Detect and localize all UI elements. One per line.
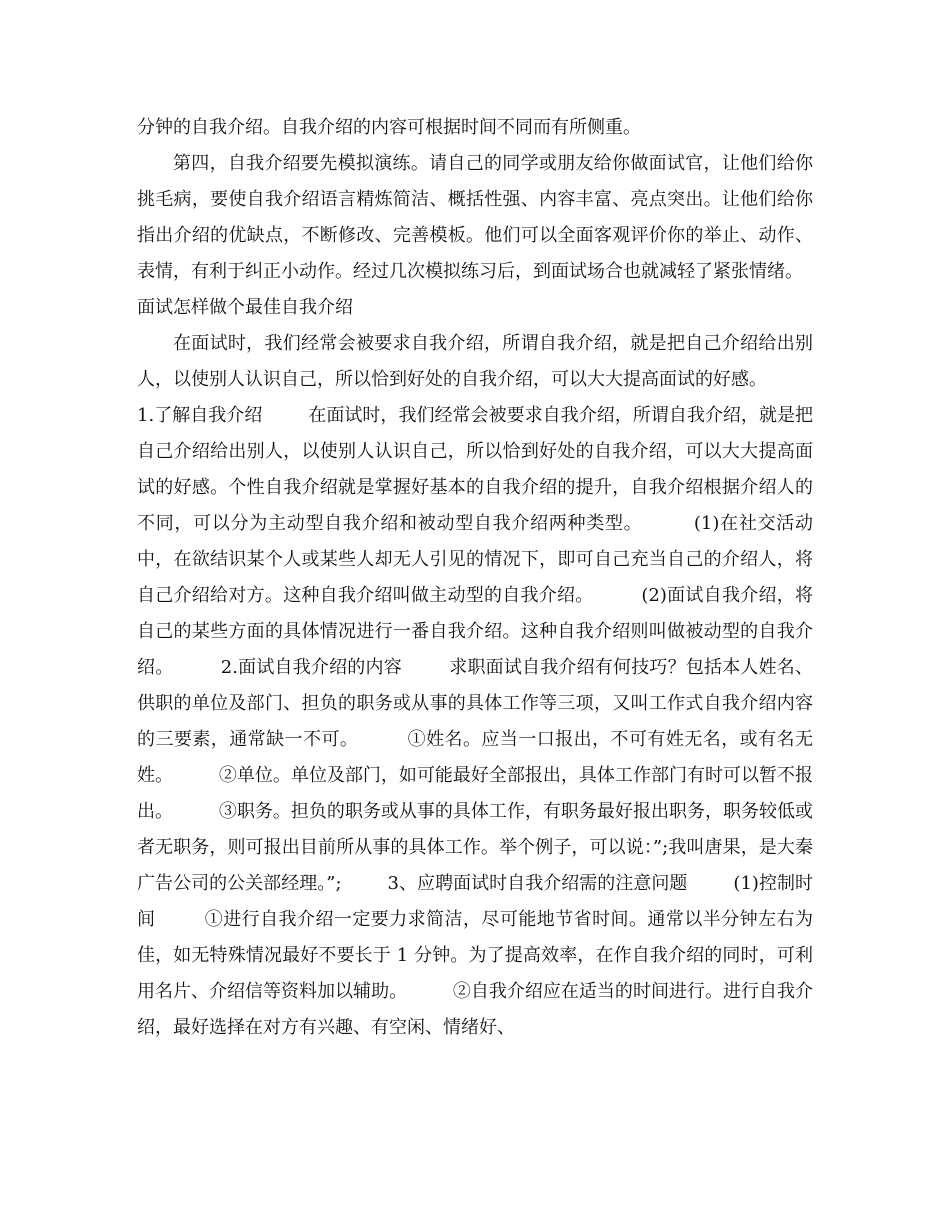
document-body bbox=[137, 110, 825, 1046]
paragraph-intro: 在面试时，我们经常会被要求自我介绍，所谓自我介绍，就是把自己介绍给出别人，以使别人认识自己，所以恰到好处的自我介绍，可以大大提高面试的好感。 bbox=[137, 333, 813, 390]
paragraph-details: 1.了解自我介绍 在面试时，我们经常会被要求自我介绍，所谓自我介绍，就是把自己介绍给出别人，以使别人认识自己，所以恰到好处的自我介绍，可以大大提高面试的好感。个性自我介绍就是掌握好基本的自我介绍的提升，自我介绍根据介绍人的不同，可以分为主动型自我介绍和被动型自我介绍两种类型。 (1)在社交活动中，在欲结识某个人或某些人却无人引见的情况下，即可自己充当自己的介绍人，将自己介绍给对方。这种自我介绍叫做主动型的自我介绍。 (2)面试自我介绍，将自己的某些方面的具体情况进行一番自我介绍。这种自我介绍则叫做被动型的自我介绍。 2.面试自我介绍的内容 求职面试自我介绍有何技巧？包括本人姓名、供职的单位及部门、担负的职务或从事的具体工作等三项，又叫工作式自我介绍内容的三要素，通常缺一不可。 ①姓名。应当一口报出，不可有姓无名，或有名无姓。 ②单位。单位及部门，如可能最好全部报出，具体工作部门有时可以暂不报出。 ③职务。担负的职务或从事的具体工作，有职务最好报出职务，职务较低或者无职务，则可报出目前所从事的具体工作。举个例子，可以说：”;我叫唐果，是大秦广告公司的公关部经理。”; 3、应聘面试时自我介绍需的注意问题 (1)控制时间 ①进行自我介绍一定要力求简洁，尽可能地节省时间。通常以半分钟左右为佳，如无特殊情况最好不要长于 1 分钟。为了提高效率，在作自我介绍的同时，可利用名片、介绍信等资料加以辅助。 ②自我介绍应在适当的时间进行。进行自我介绍，最好选择在对方有兴趣、有空闲、情绪好、 bbox=[137, 405, 813, 1038]
section-heading: 面试怎样做个最佳自我介绍 bbox=[137, 297, 353, 318]
paragraph-fourth-point: 第四，自我介绍要先模拟演练。请自己的同学或朋友给你做面试官，让他们给你挑毛病，要使自我介绍语言精炼简洁、概括性强、内容丰富、亮点突出。让他们给你 指出介绍的优缺点，不断修改、完善模板。他们可以全面客观评价你的举止、动作、表情，有利于纠正小动作。经过几次模拟练习后，到面试场合也就减轻了紧张情绪。 bbox=[137, 153, 825, 282]
paragraph-continuation-1: 分钟的自我介绍。自我介绍的内容可根据时间不同而有所侧重。 bbox=[137, 117, 641, 138]
